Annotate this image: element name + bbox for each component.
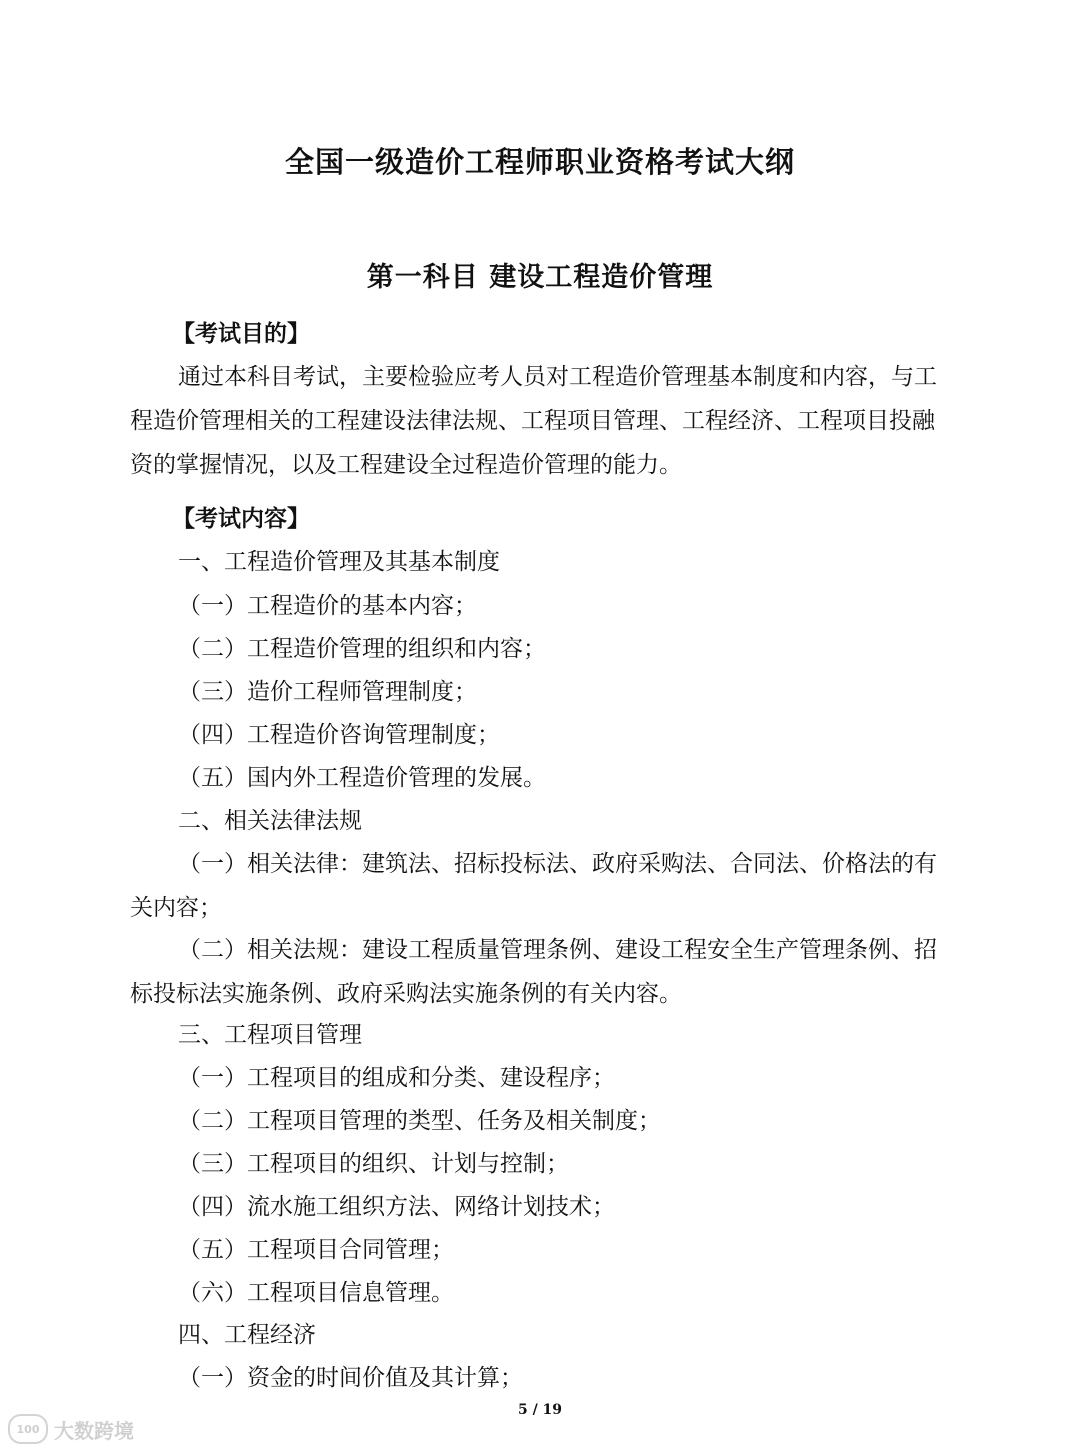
list-item: （二）工程造价管理的组织和内容； bbox=[178, 636, 546, 662]
section-heading: 三、工程项目管理 bbox=[178, 1022, 362, 1048]
watermark-text: 大数跨境 bbox=[54, 1418, 134, 1443]
section-heading: 四、工程经济 bbox=[178, 1322, 316, 1348]
list-item: （一）工程项目的组成和分类、建设程序； bbox=[178, 1065, 615, 1091]
list-item: （二）相关法规：建设工程质量管理条例、建设工程安全生产管理条例、招标投标法实施条例、政府采购法实施条例的有关内容。 bbox=[130, 937, 937, 1007]
watermark bbox=[8, 1414, 134, 1444]
content-heading: 【考试内容】 bbox=[172, 506, 310, 532]
page-number: 5 / 19 bbox=[517, 1402, 563, 1418]
list-item: （一）资金的时间价值及其计算； bbox=[178, 1365, 523, 1391]
watermark-logo-icon: 100 bbox=[8, 1414, 48, 1444]
list-item: （六）工程项目信息管理。 bbox=[178, 1280, 454, 1306]
list-item: （二）工程项目管理的类型、任务及相关制度； bbox=[178, 1108, 661, 1134]
document-title: 全国一级造价工程师职业资格考试大纲 bbox=[284, 145, 795, 179]
purpose-paragraph: 通过本科目考试，主要检验应考人员对工程造价管理基本制度和内容，与工程造价管理相关的工程建设法律法规、工程项目管理、工程经济、工程项目投融资的掌握情况，以及工程建设全过程造价管理的能力。 bbox=[130, 364, 937, 478]
purpose-heading: 【考试目的】 bbox=[172, 321, 310, 347]
section-heading: 一、工程造价管理及其基本制度 bbox=[178, 549, 500, 575]
list-item: （三）工程项目的组织、计划与控制； bbox=[178, 1151, 569, 1177]
subject-heading: 第一科目 建设工程造价管理 bbox=[366, 262, 714, 293]
list-item: （四）流水施工组织方法、网络计划技术； bbox=[178, 1194, 615, 1220]
list-item: （一）相关法律：建筑法、招标投标法、政府采购法、合同法、价格法的有关内容； bbox=[130, 851, 937, 921]
list-item: （三）造价工程师管理制度； bbox=[178, 679, 477, 705]
list-item: （五）工程项目合同管理； bbox=[178, 1237, 454, 1263]
list-item: （五）国内外工程造价管理的发展。 bbox=[178, 765, 546, 791]
list-item: （四）工程造价咨询管理制度； bbox=[178, 722, 500, 748]
list-item: （一）工程造价的基本内容； bbox=[178, 593, 477, 619]
section-heading: 二、相关法律法规 bbox=[178, 808, 362, 834]
